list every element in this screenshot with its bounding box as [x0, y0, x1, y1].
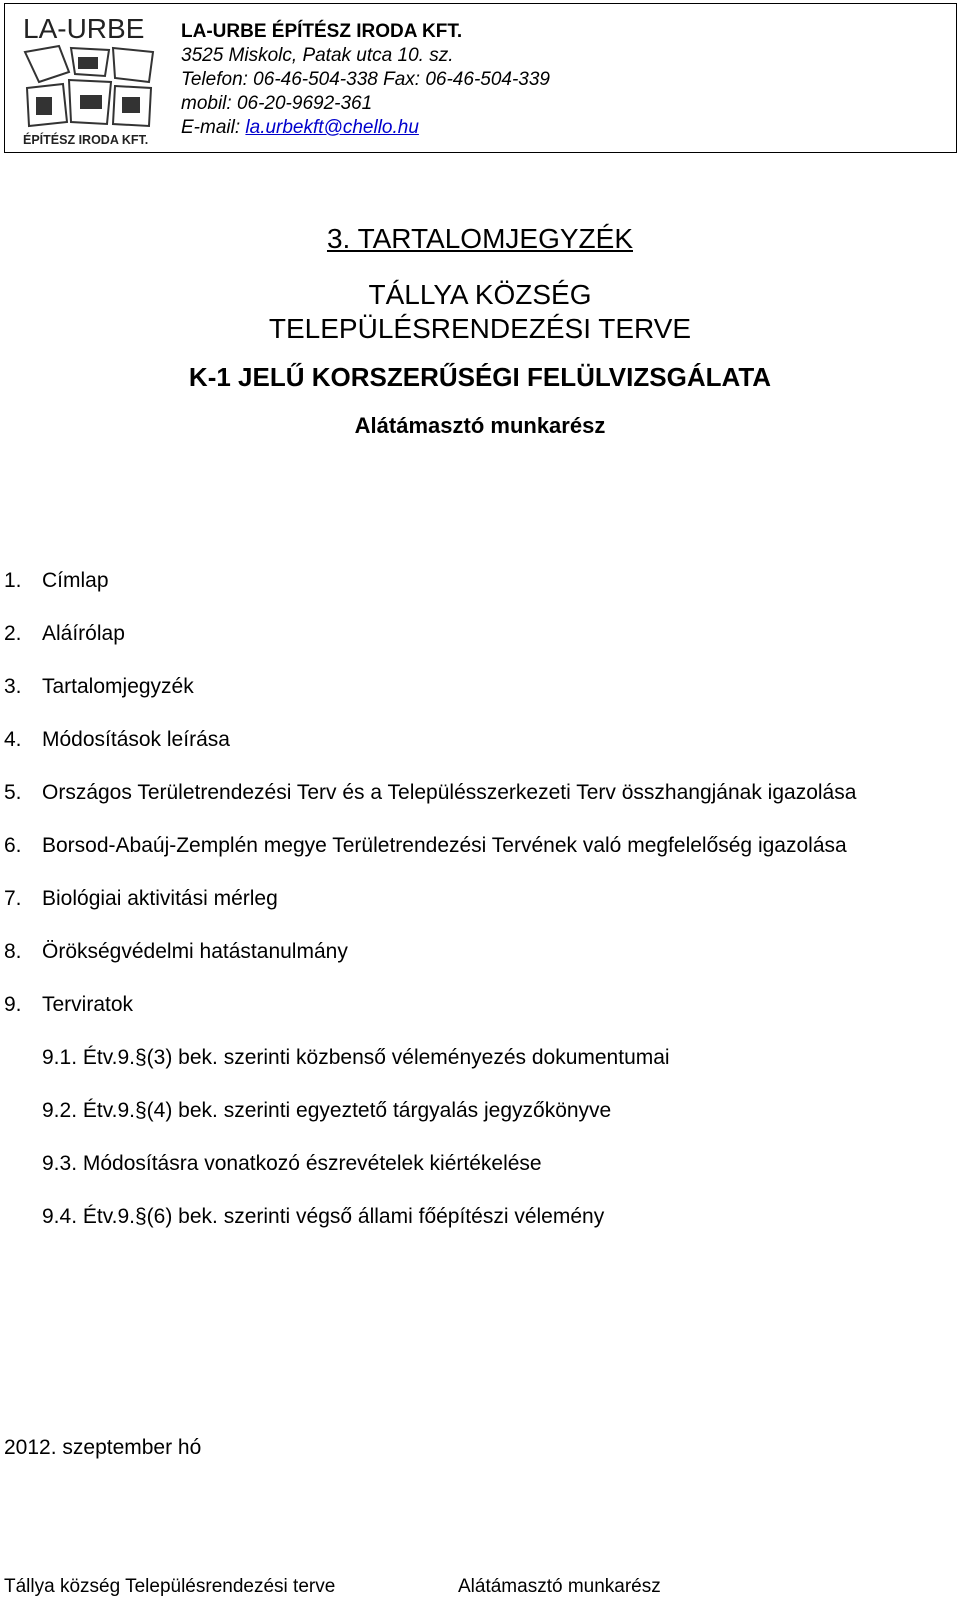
toc-item [4, 674, 856, 727]
company-mobile: mobil: 06-20-9692-361 [181, 93, 373, 114]
toc-item-number: 7. [4, 887, 22, 910]
table-of-contents [4, 568, 856, 1257]
company-email-line [181, 116, 550, 140]
footer-right: Alátámasztó munkarész [458, 1576, 661, 1597]
footer-left: Tállya község Településrendezési terve [4, 1576, 336, 1597]
toc-item-number: 8. [4, 940, 22, 963]
toc-item [4, 727, 856, 780]
page-title: 3. TARTALOMJEGYZÉK [326, 223, 633, 254]
toc-item [4, 780, 856, 833]
subtitle-bold: K-1 JELŰ KORSZERŰSÉGI FELÜLVIZSGÁLATA [188, 362, 772, 392]
email-label: E-mail: [181, 117, 246, 138]
document-part: Alátámasztó munkarész [354, 413, 606, 438]
email-link[interactable]: la.urbekft@chello.hu [245, 117, 419, 138]
toc-item-text: Borsod-Abaúj-Zemplén megye Területrendezési Tervének való megfelelőség igazolása [42, 834, 847, 857]
document-date: 2012. szeptember hó [4, 1436, 202, 1459]
toc-item-text: Aláírólap [42, 622, 125, 645]
letterhead [4, 3, 957, 153]
toc-item-text: Országos Területrendezési Terv és a Településszerkezeti Terv összhangjának igazolása [42, 781, 857, 804]
toc-item-number: 9. [4, 993, 22, 1016]
la-urbe-logo [19, 12, 159, 148]
toc-item-text: Biológiai aktivitási mérleg [42, 887, 278, 910]
subtitle-line-2: TELEPÜLÉSRENDEZÉSI TERVE [268, 313, 692, 344]
subtitle-line-1: TÁLLYA KÖZSÉG [368, 279, 592, 310]
toc-item [4, 992, 856, 1045]
toc-item [4, 833, 856, 886]
company-name: LA-URBE ÉPÍTÉSZ IRODA KFT. [181, 21, 463, 42]
logo-text-bottom: ÉPÍTÉSZ IRODA KFT. [23, 133, 149, 147]
toc-subitem: 9.1. Étv.9.§(3) bek. szerinti közbenső véleményezés dokumentumai [42, 1046, 670, 1069]
toc-item-number: 5. [4, 781, 22, 804]
toc-item-number: 1. [4, 569, 22, 592]
company-phone-fax: Telefon: 06-46-504-338 Fax: 06-46-504-339 [181, 69, 550, 90]
toc-item-text: Tartalomjegyzék [42, 675, 194, 698]
toc-item-number: 4. [4, 728, 22, 751]
toc-item-text: Terviratok [42, 993, 134, 1016]
logo-text-top: LA-URBE [23, 13, 145, 44]
company-info [181, 20, 550, 140]
toc-item [4, 568, 856, 621]
toc-item-text: Címlap [42, 569, 109, 592]
toc-item [4, 886, 856, 939]
toc-subitem: 9.2. Étv.9.§(4) bek. szerinti egyeztető tárgyalás jegyzőkönyve [42, 1099, 612, 1122]
toc-item [4, 621, 856, 674]
toc-item-number: 3. [4, 675, 22, 698]
toc-item-number: 6. [4, 834, 22, 857]
toc-item-number: 2. [4, 622, 22, 645]
toc-item-text: Örökségvédelmi hatástanulmány [42, 940, 348, 963]
toc-item [4, 939, 856, 992]
toc-item-text: Módosítások leírása [42, 728, 230, 751]
toc-subitem: 9.4. Étv.9.§(6) bek. szerinti végső állami főépítészi vélemény [42, 1205, 605, 1228]
company-address: 3525 Miskolc, Patak utca 10. sz. [181, 45, 454, 66]
toc-subitem: 9.3. Módosításra vonatkozó észrevételek kiértékelése [42, 1152, 542, 1175]
